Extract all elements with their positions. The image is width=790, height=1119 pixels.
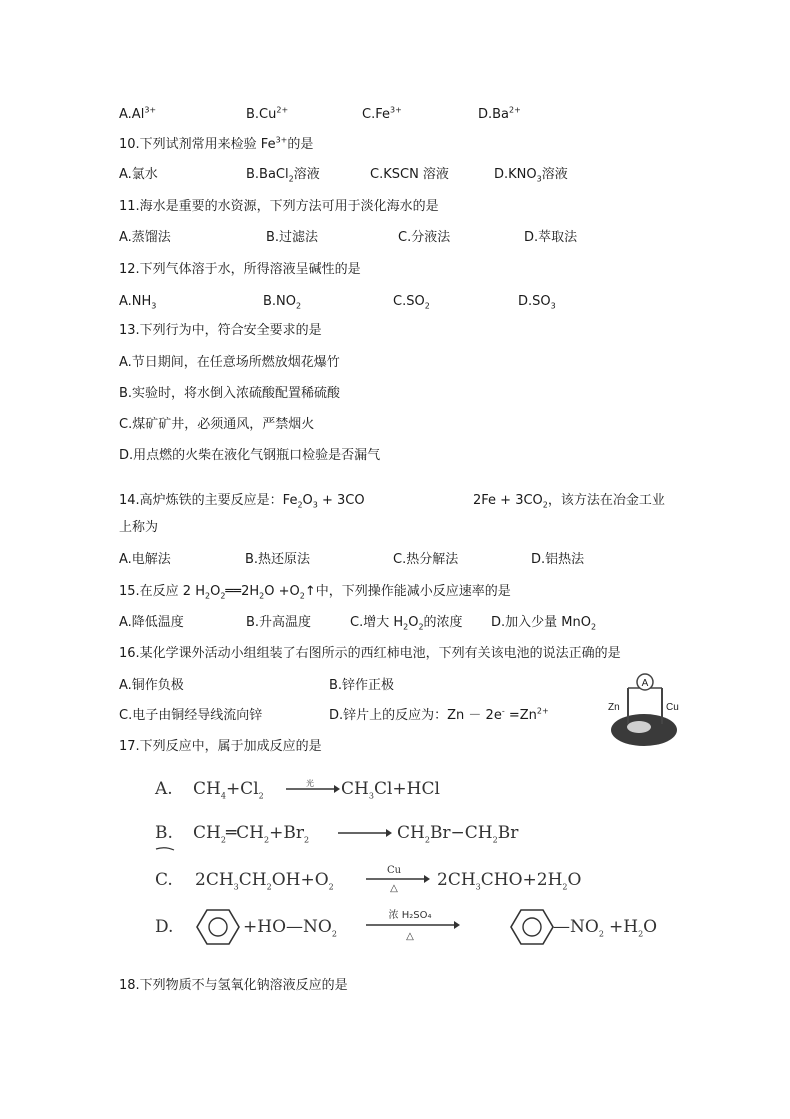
q15-option-c: C.增大 $H_2O_2$的浓度 — [350, 615, 463, 632]
q9-option-c: $C.Fe^{3+}$ — [362, 105, 402, 122]
q14-stem: 14.高炉炼铁的主要反应是：$Fe_2O_3 + 3CO$ — [119, 493, 365, 510]
reaction-d-arrow — [364, 908, 460, 942]
q15-option-a: A.降低温度 — [119, 615, 184, 630]
q11-option-b: B.过滤法 — [266, 230, 319, 245]
q16-option-b: B.锌作正极 — [329, 678, 395, 693]
q16-option-a: A.铜作负极 — [119, 678, 184, 693]
q14-stem-line2: 上称为 — [119, 520, 159, 535]
q12-option-d: $D.SO_3$ — [518, 294, 556, 311]
reaction-a-condition: 光 — [306, 779, 314, 788]
q13-option-c: C.煤矿矿井，必须通风，严禁烟火 — [119, 417, 315, 432]
q9-option-a: $A.Al^{3+}$ — [119, 105, 157, 122]
q9-option-b: $B.Cu^{2+}$ — [246, 105, 289, 122]
q14-stem-continued: $2Fe + 3CO_2$，该方法在冶金工业 — [473, 493, 665, 510]
q11-option-a: A.蒸馏法 — [119, 230, 171, 245]
q14-option-c: C.热分解法 — [393, 552, 459, 567]
tomato-flesh — [627, 721, 651, 733]
q18-stem: 18.下列物质不与氢氧化钠溶液反应的是 — [119, 978, 348, 993]
zn-label: Zn — [608, 702, 620, 713]
q11-stem: 11.海水是重要的水资源，下列方法可用于淡化海水的是 — [119, 199, 439, 214]
q10-option-c: C.KSCN 溶液 — [370, 167, 449, 182]
q14-option-b: B.热还原法 — [245, 552, 311, 567]
reaction-d-condition-bottom: △ — [406, 931, 414, 942]
q14-option-d: D.铝热法 — [531, 552, 585, 567]
q16-stem: 16.某化学课外活动小组组装了右图所示的西红柿电池，下列有关该电池的说法正确的是 — [119, 646, 621, 661]
reaction-c-arrow — [364, 864, 430, 894]
q10-option-b: B.BaCl$_2$溶液 — [246, 167, 320, 184]
q13-option-b: B.实验时，将水倒入浓硫酸配置稀硫酸 — [119, 386, 341, 401]
q15-option-b: B.升高温度 — [246, 615, 312, 630]
ammeter-label: A — [641, 678, 649, 689]
q15-option-d: D.加入少量 MnO$_2$ — [491, 615, 597, 632]
reaction-d-condition-top: 浓 H₂SO₄ — [388, 910, 432, 921]
q10-option-a: A.氯水 — [119, 167, 158, 182]
q12-option-c: $C.SO_2$ — [393, 294, 430, 311]
q13-option-d: D.用点燃的火柴在液化气钢瓶口检验是否漏气 — [119, 448, 381, 463]
q9-option-d: $D.Ba^{2+}$ — [478, 105, 521, 122]
q15-stem: 15.在反应 2 $H_2O_2══2H_2O$ $+O_2↑$中，下列操作能减小反应速率的是 — [119, 584, 511, 601]
cu-label: Cu — [666, 702, 679, 713]
benzene-ring-reactant — [196, 908, 240, 946]
reaction-b-arrow — [336, 822, 392, 844]
q17-stem: 17.下列反应中，属于加成反应的是 — [119, 739, 322, 754]
reaction-b-underline — [155, 846, 175, 852]
q12-option-a: $A.NH_3$ — [119, 294, 157, 311]
q11-option-d: D.萃取法 — [524, 230, 578, 245]
q13-stem: 13.下列行为中，符合安全要求的是 — [119, 323, 322, 338]
q10-stem: 10.下列试剂常用来检验 $Fe^{3+}$的是 — [119, 135, 314, 152]
reaction-c-condition-bottom: △ — [390, 883, 398, 894]
tomato-battery-figure — [604, 672, 694, 752]
q12-stem: 12.下列气体溶于水，所得溶液呈碱性的是 — [119, 262, 361, 277]
q16-option-c: C.电子由铜经导线流向锌 — [119, 708, 263, 723]
q10-option-d: $D.KNO_3$溶液 — [494, 167, 568, 184]
reaction-c-condition-top: Cu — [386, 865, 402, 876]
benzene-ring-product — [510, 908, 554, 946]
q14-option-a: A.电解法 — [119, 552, 171, 567]
reaction-a-arrow — [284, 778, 340, 800]
q12-option-b: $B.NO_2$ — [263, 294, 302, 311]
q16-option-d: D.锌片上的反应为：$Zn - 2e^- =Zn^{2+}$ — [329, 706, 549, 723]
q13-option-a: A.节日期间，在任意场所燃放烟花爆竹 — [119, 355, 340, 370]
q11-option-c: C.分液法 — [398, 230, 451, 245]
